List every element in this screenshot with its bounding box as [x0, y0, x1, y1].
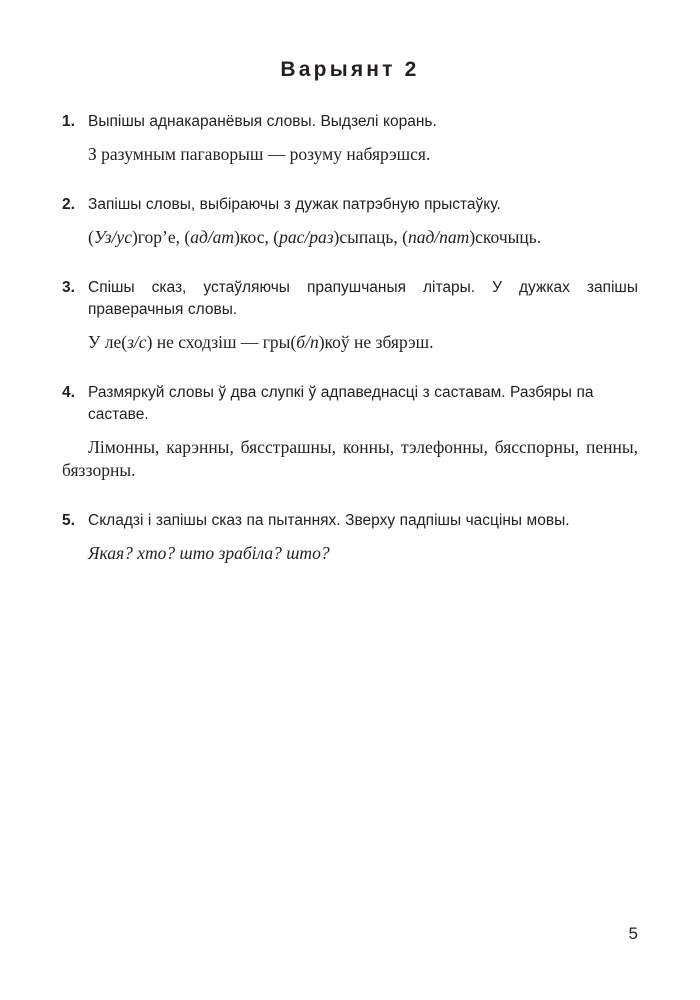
text-run: )коў не збярэш.: [318, 332, 434, 353]
task-3-exercise: [62, 331, 638, 354]
task-2-prompt: Запішы словы, выбіраючы з дужак патрэбную прыстаўку.: [88, 196, 501, 214]
text-run: )сыпаць, (: [333, 227, 408, 248]
text-run: )скочыць.: [469, 227, 542, 248]
task-5-prompt: Складзі і запішы сказ па пытаннях. Зверху падпішы часціны мовы.: [88, 512, 570, 530]
task-4-prompt: Размяркуй словы ў два слупкі ў адпаведнасці з саставам. Разбяры па саставе.: [88, 384, 594, 424]
page-number: 5: [628, 924, 638, 943]
italic-run: пад/пат: [407, 227, 470, 248]
text-run: )кос, (: [234, 227, 280, 248]
task-1-header: [62, 111, 638, 133]
text-run: У ле(: [88, 332, 128, 353]
italic-run: з/с: [127, 332, 147, 353]
italic-run: ад/ат: [190, 227, 235, 248]
task-1-prompt: Выпішы аднакаранёвыя словы. Выдзелі корань.: [88, 113, 437, 131]
task-1-exercise: [62, 143, 638, 166]
task-5-exercise: [62, 542, 638, 565]
page-title: Варыянт 2: [280, 58, 420, 81]
task-3-number: 3.: [62, 279, 75, 297]
task-3-prompt: Спішы сказ, устаўляючы прапушчаныя літары. У дужках запішы праверачныя словы.: [88, 279, 638, 319]
text-run: )гор’е, (: [131, 227, 191, 248]
task-5-number: 5.: [62, 512, 75, 530]
text-run: З разумным пагаворыш — розуму набярэшся.: [88, 144, 431, 165]
task-2-number: 2.: [62, 196, 75, 214]
italic-run: Якая? хто? што зрабіла? што?: [88, 543, 330, 564]
italic-run: Уз/ус: [93, 227, 132, 248]
italic-run: рас/раз: [279, 227, 334, 248]
task-item-3: [62, 277, 638, 354]
italic-run: б/п: [296, 332, 319, 353]
text-run: Лімонны, карэнны, бясстрашны, конны, тэлефонны, бясспорны, пенны, бяззорны.: [62, 437, 638, 481]
task-3-header: [62, 277, 638, 321]
task-1-number: 1.: [62, 113, 75, 131]
task-item-1: [62, 111, 638, 166]
task-4-number: 4.: [62, 384, 75, 402]
task-5-header: [62, 510, 638, 532]
text-run: ) не сходзіш — гры(: [146, 332, 297, 353]
task-item-5: [62, 510, 638, 565]
task-2-exercise: [62, 226, 638, 249]
task-4-header: [62, 382, 638, 426]
task-item-2: [62, 194, 638, 249]
task-2-header: [62, 194, 638, 216]
text-run: (: [88, 227, 94, 248]
task-item-4: [62, 382, 638, 482]
task-4-exercise: [62, 436, 638, 482]
task-list: [62, 111, 638, 565]
